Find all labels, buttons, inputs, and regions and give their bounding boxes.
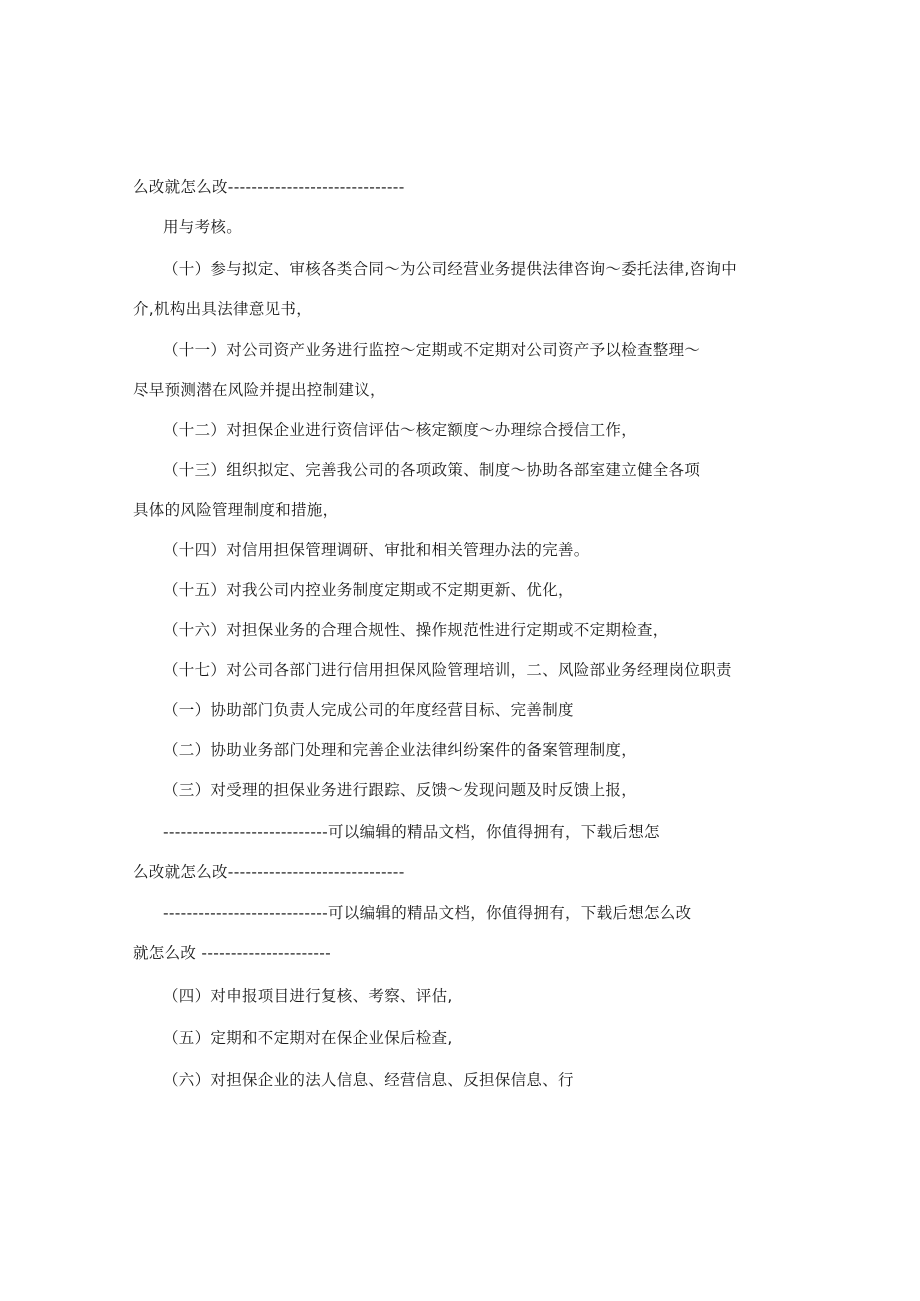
text-line: ----------------------------可以编辑的精品文档，你值得拥有，下载后想怎么改 xyxy=(163,904,692,922)
text-line: （十）参与拟定、审核各类合同～为公司经营业务提供法律咨询～委托法律,咨询中 xyxy=(163,260,738,278)
text-line: 么改就怎么改------------------------------ xyxy=(133,178,405,196)
text-line: （十二）对担保企业进行资信评估～核定额度～办理综合授信工作， xyxy=(163,421,638,439)
text-line: （五）定期和不定期对在保企业保后检查, xyxy=(163,1029,453,1047)
text-line: （十七）对公司各部门进行信用担保风险管理培训，二、风险部业务经理岗位职责 xyxy=(163,661,732,679)
text-line: （一）协助部门负责人完成公司的年度经营目标、完善制度 xyxy=(163,701,574,719)
text-line: （三）对受理的担保业务进行跟踪、反馈～发现问题及时反馈上报， xyxy=(163,781,638,799)
text-line: （十六）对担保业务的合理合规性、操作规范性进行定期或不定期检查， xyxy=(163,621,669,639)
text-line: （二）协助业务部门处理和完善企业法律纠纷案件的备案管理制度， xyxy=(163,741,638,759)
text-line: ----------------------------可以编辑的精品文档，你值得拥有，下载后想怎 xyxy=(163,823,660,841)
text-line: （十一）对公司资产业务进行监控～定期或不定期对公司资产予以检查整理～ xyxy=(163,341,701,359)
text-line: （六）对担保企业的法人信息、经营信息、反担保信息、行 xyxy=(163,1071,574,1089)
text-line: 就怎么改 ---------------------- xyxy=(133,944,332,962)
text-line: （十四）对信用担保管理调研、审批和相关管理办法的完善。 xyxy=(163,541,590,559)
text-line: 尽早预测潜在风险并提出控制建议， xyxy=(133,381,386,399)
text-line: 用与考核。 xyxy=(163,218,243,236)
text-line: （十三）组织拟定、完善我公司的各项政策、制度～协助各部室建立健全各项 xyxy=(163,461,701,479)
text-line: （四）对申报项目进行复核、考察、评估, xyxy=(163,987,453,1005)
text-line: 介,机构出具法律意见书， xyxy=(133,300,313,318)
text-line: （十五）对我公司内控业务制度定期或不定期更新、优化， xyxy=(163,581,574,599)
text-line: 具体的风险管理制度和措施， xyxy=(133,501,339,519)
text-line: 么改就怎么改------------------------------ xyxy=(133,863,405,881)
